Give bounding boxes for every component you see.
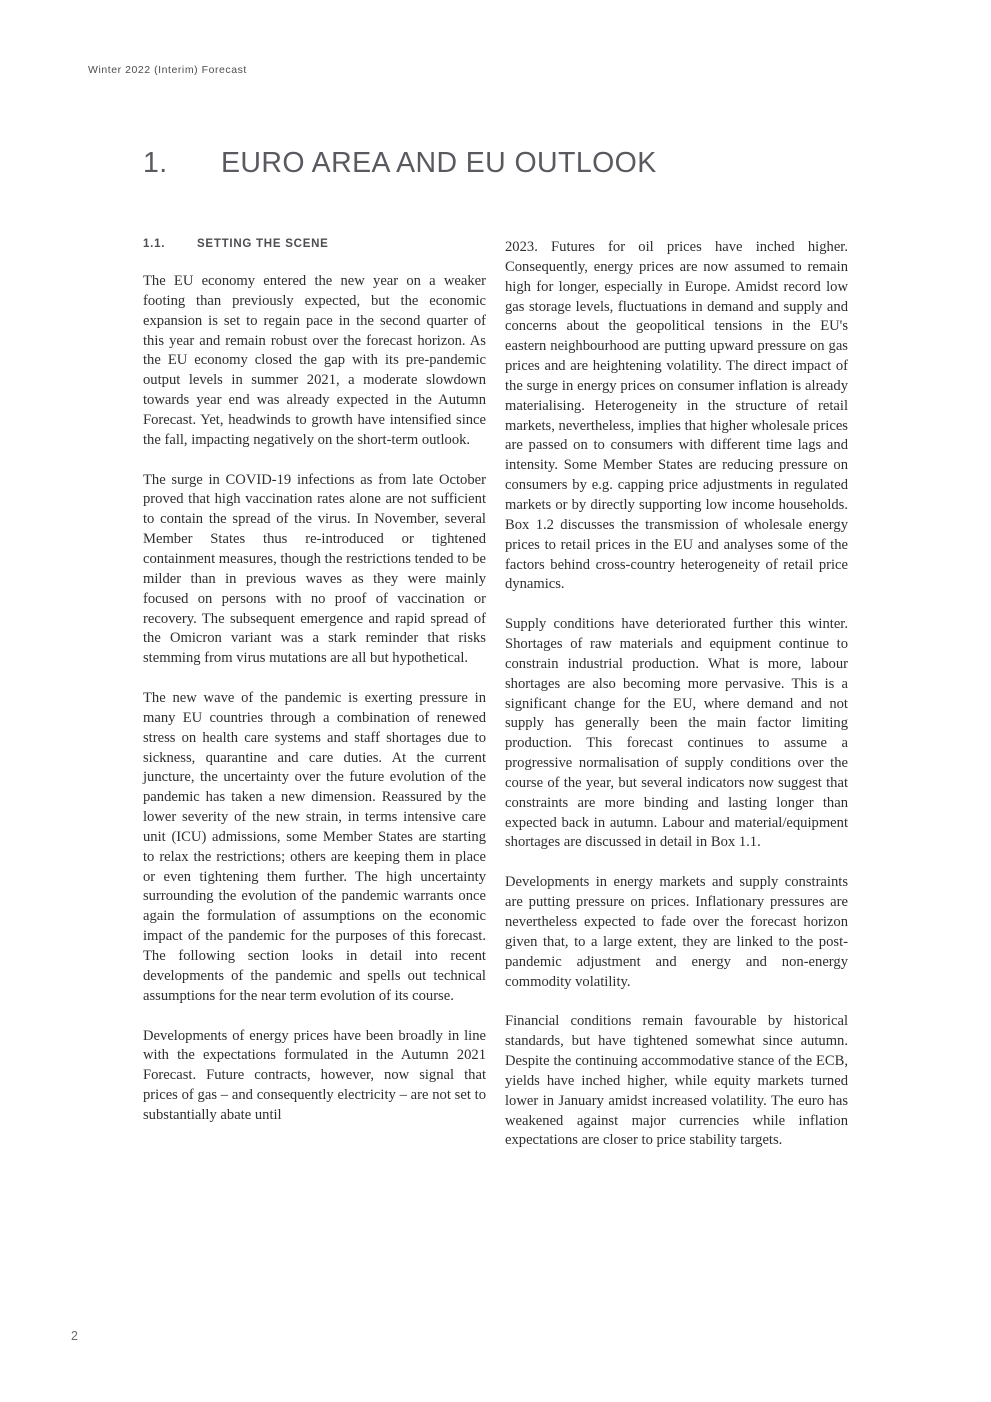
running-header: Winter 2022 (Interim) Forecast <box>88 64 247 76</box>
section-heading <box>143 238 486 250</box>
paragraph: The surge in COVID-19 infections as from late October proved that high vaccination rates alone are not sufficient to contain the spread of the virus. In November, several Member States thus re-introduced or tightened containment measures, though the restrictions tended to be milder than in previous waves as they were mainly focused on persons with no proof of vaccination or recovery. The subsequent emergence and rapid spread of the Omicron variant was a stark reminder that risks stemming from virus mutations are all but hypothetical. <box>143 471 486 667</box>
chapter-number: 1. <box>143 147 168 180</box>
column-right <box>505 238 848 1151</box>
page-number: 2 <box>71 1329 78 1343</box>
paragraph: Developments in energy markets and supply constraints are putting pressure on prices. Inflationary pressures are nevertheless expected to fade over the forecast horizon given that, to a large extent, they are linked to the post-pandemic adjustment and energy and non-energy commodity volatility. <box>505 874 848 990</box>
paragraph: The EU economy entered the new year on a weaker footing than previously expected, but the economic expansion is set to regain pace in the second quarter of this year and remain robust over the forecast horizon. As the EU economy closed the gap with its pre-pandemic output levels in summer 2021, a moderate slowdown towards year end was already expected in the Autumn Forecast. Yet, headwinds to growth have intensified since the fall, impacting negatively on the short-term outlook. <box>143 273 486 448</box>
paragraph: 2023. Futures for oil prices have inched higher. Consequently, energy prices are now assumed to remain high for longer, especially in Europe. Amidst record low gas storage levels, fluctuations in demand and supply and concerns about the geopolitical tensions in the EU's eastern neighbourhood are putting upward pressure on gas prices and are heightening volatility. The direct impact of the surge in energy prices on consumer inflation is already materialising. Heterogeneity in the structure of retail markets, nevertheless, implies that higher wholesale prices are passed on to consumers with different time lags and intensity. Some Member States are reducing pressure on consumers by e.g. capping price adjustments in regulated markets or by directly supporting low income households. Box 1.2 discusses the transmission of wholesale energy prices to retail prices in the EU and analyses some of the factors behind cross-country heterogeneity of retail price dynamics. <box>505 239 848 593</box>
page-title <box>143 147 863 180</box>
two-column-body <box>143 238 848 1298</box>
chapter-title-text: EURO AREA AND EU OUTLOOK <box>221 147 657 180</box>
paragraph: Developments of energy prices have been broadly in line with the expectations formulated in the Autumn 2021 Forecast. Future contracts, however, now signal that prices of gas – and consequently electricity – are not set to substantially abate until <box>143 1027 486 1123</box>
column-left <box>143 238 486 1126</box>
section-title-text: SETTING THE SCENE <box>197 238 329 250</box>
paragraph: Supply conditions have deteriorated further this winter. Shortages of raw materials and equipment continue to constrain industrial production. What is more, labour shortages are also becoming more pervasive. This is a significant change for the EU, where demand and not supply has generally been the main factor limiting production. This forecast continues to assume a progressive normalisation of supply conditions over the course of the year, but several indicators now suggest that constraints are more binding and lasting longer than expected back in autumn. Labour and material/equipment shortages are discussed in detail in Box 1.1. <box>505 616 848 851</box>
paragraph: Financial conditions remain favourable by historical standards, but have tightened somewhat since autumn. Despite the continuing accommodative stance of the ECB, yields have inched higher, while equity markets turned lower in January amidst increased volatility. The euro has weakened against major currencies while inflation expectations are closer to price stability targets. <box>505 1013 848 1149</box>
paragraph: The new wave of the pandemic is exerting pressure in many EU countries through a combination of renewed stress on health care systems and staff shortages due to sickness, quarantine and care duties. At the current juncture, the uncertainty over the future evolution of the pandemic has taken a new dimension. Reassured by the lower severity of the new strain, in terms intensive care unit (ICU) admissions, some Member States are starting to relax the restrictions; others are keeping them in place or even tightening them further. The high uncertainty surrounding the evolution of the pandemic warrants once again the formulation of assumptions on the economic impact of the pandemic for the purposes of this forecast. The following section looks in detail into recent developments of the pandemic and spells out technical assumptions for the near term evolution of its course. <box>143 690 486 1004</box>
section-number: 1.1. <box>143 238 166 250</box>
